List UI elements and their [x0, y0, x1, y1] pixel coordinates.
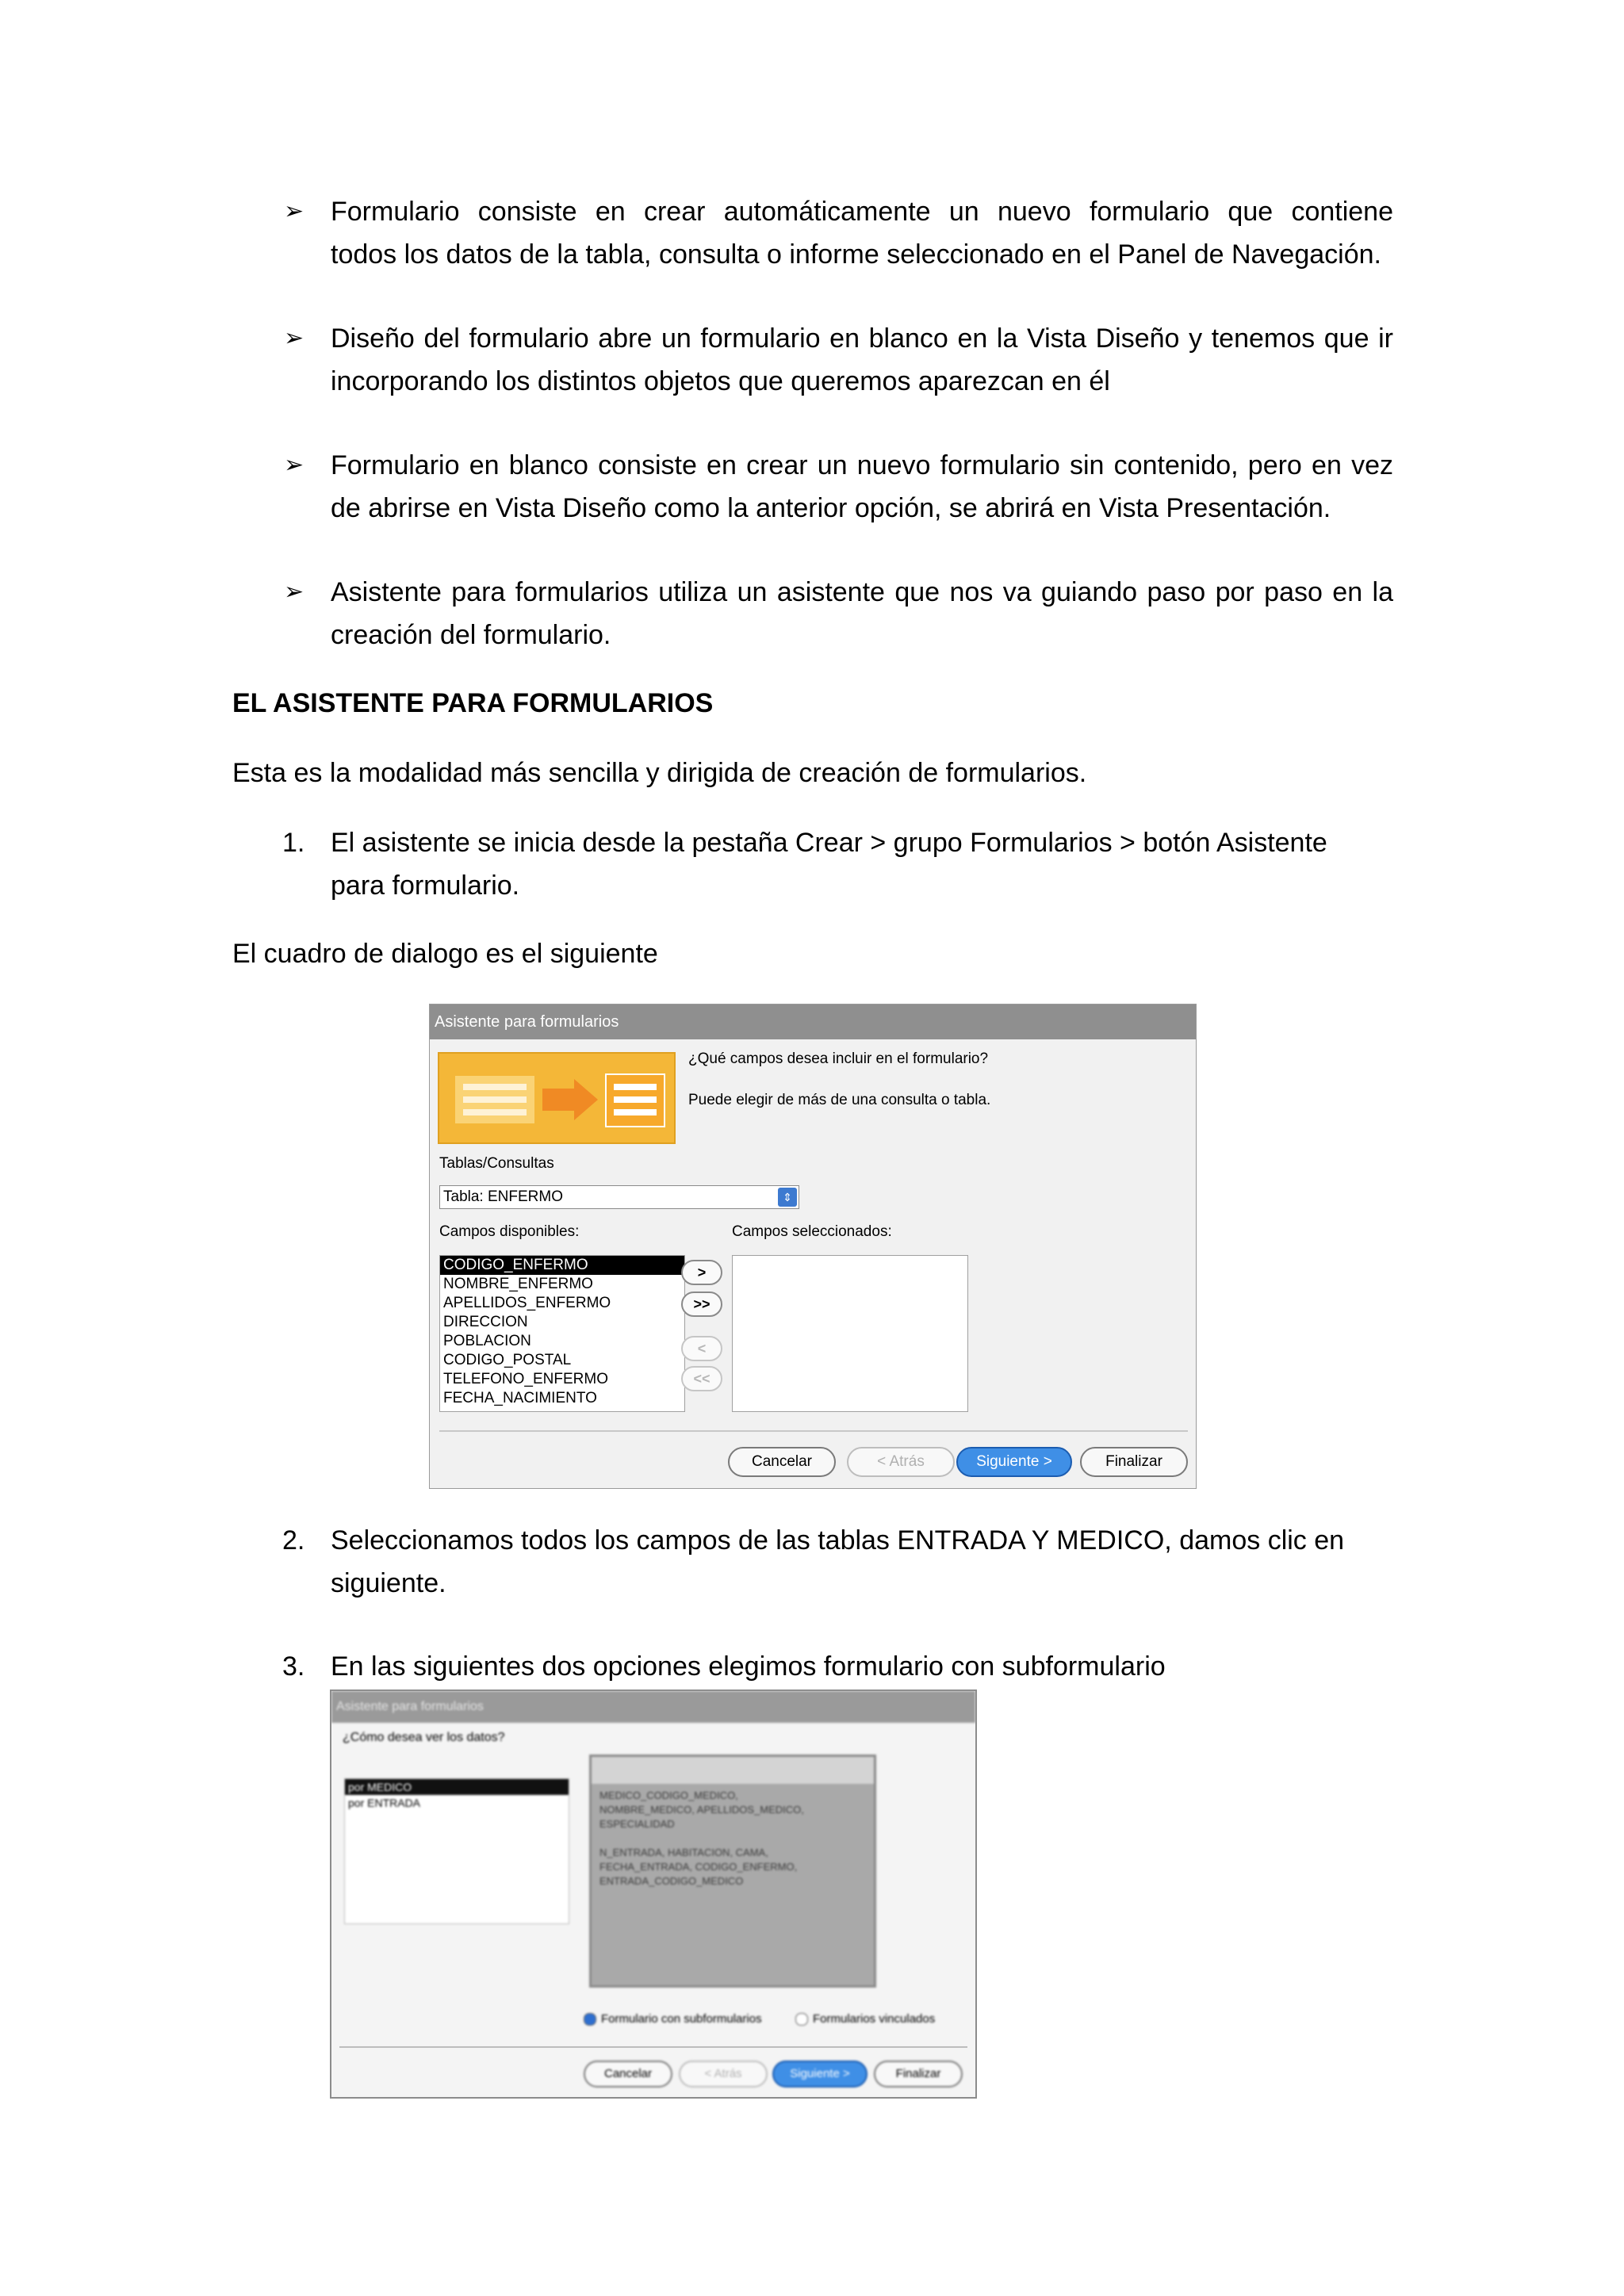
step-line: siguiente.: [331, 1568, 446, 1598]
preview-text: N_ENTRADA, HABITACION, CAMA, FECHA_ENTRADA, CODIGO_ENFERMO, ENTRADA_CODIGO_MEDICO: [599, 1846, 798, 1887]
form-wizard-view-dialog: [330, 1689, 977, 2099]
next-button[interactable]: Siguiente >: [956, 1447, 1072, 1477]
step-number: 3.: [282, 1651, 305, 1682]
wizard-question: ¿Cómo desea ver los datos?: [343, 1731, 505, 1744]
form-wizard-dialog: [429, 1004, 1197, 1489]
bullet-line: de abrirse en Vista Diseño como la anterior opción, se abrirá en Vista Presentación.: [331, 493, 1331, 523]
dialog-title: Asistente para formularios: [430, 1004, 1196, 1039]
remove-all-button[interactable]: <<: [681, 1366, 722, 1391]
selected-fields-list[interactable]: [732, 1255, 968, 1412]
finish-button[interactable]: Finalizar: [1080, 1447, 1188, 1477]
bullet-line: Formulario consiste en crear automáticamente un nuevo formulario que contiene: [331, 197, 1393, 227]
bullet-line: creación del formulario.: [331, 620, 611, 650]
radio-selected-icon: [584, 2013, 596, 2026]
finish-button[interactable]: Finalizar: [874, 2061, 963, 2087]
cancel-button[interactable]: Cancelar: [728, 1447, 836, 1477]
next-button[interactable]: Siguiente >: [772, 2061, 868, 2087]
available-fields-list[interactable]: [439, 1255, 685, 1412]
tables-label: Tablas/Consultas: [439, 1155, 554, 1172]
bullet-line: Asistente para formularios utiliza un asistente que nos va guiando paso por paso en la: [331, 577, 1393, 607]
intro-paragraph: Esta es la modalidad más sencilla y dirigida de creación de formularios.: [232, 758, 1087, 788]
bullet-line: todos los datos de la tabla, consulta o informe seleccionado en el Panel de Navegación.: [331, 239, 1381, 270]
bullet-arrow-icon: ➢: [284, 451, 304, 479]
list-item[interactable]: NOMBRE_ENFERMO: [443, 1276, 593, 1292]
back-button[interactable]: < Atrás: [679, 2061, 768, 2087]
view-options-list[interactable]: [344, 1778, 569, 1924]
list-item[interactable]: DIRECCION: [443, 1314, 528, 1330]
list-item[interactable]: CODIGO_ENFERMO: [440, 1256, 684, 1275]
cancel-button[interactable]: Cancelar: [584, 2061, 672, 2087]
radio-label: Formulario con subformularios: [601, 2012, 762, 2026]
list-item[interactable]: por MEDICO: [345, 1779, 569, 1795]
divider: [439, 1430, 1188, 1432]
list-item[interactable]: FECHA_NACIMIENTO: [443, 1390, 597, 1406]
layout-preview: [589, 1755, 876, 1988]
move-one-button[interactable]: >: [681, 1260, 722, 1285]
wizard-question: ¿Qué campos desea incluir en el formulario?: [688, 1050, 989, 1067]
list-item[interactable]: CODIGO_POSTAL: [443, 1352, 572, 1368]
subform-radio[interactable]: [584, 2012, 762, 2026]
list-item[interactable]: por ENTRADA: [348, 1797, 421, 1809]
step-line: En las siguientes dos opciones elegimos formulario con subformulario: [331, 1651, 1166, 1682]
list-item[interactable]: TELEFONO_ENFERMO: [443, 1371, 608, 1387]
step-line: El asistente se inicia desde la pestaña Crear > grupo Formularios > botón Asistente: [331, 828, 1327, 858]
dropdown-arrow-icon[interactable]: ⇕: [778, 1188, 797, 1207]
tables-combobox-value: Tabla: ENFERMO: [443, 1188, 563, 1205]
step-number: 2.: [282, 1525, 305, 1556]
list-item[interactable]: APELLIDOS_ENFERMO: [443, 1295, 611, 1311]
bullet-line: Formulario en blanco consiste en crear un nuevo formulario sin contenido, pero en vez: [331, 450, 1393, 480]
bullet-arrow-icon: ➢: [284, 197, 304, 225]
bullet-line: incorporando los distintos objetos que queremos aparezcan en él: [331, 366, 1110, 396]
radio-label: Formularios vinculados: [813, 2012, 936, 2026]
available-fields-label: Campos disponibles:: [439, 1223, 580, 1240]
bullet-arrow-icon: ➢: [284, 324, 304, 352]
tables-combobox[interactable]: [439, 1185, 799, 1209]
wizard-illustration: [438, 1052, 676, 1144]
section-heading: EL ASISTENTE PARA FORMULARIOS: [232, 688, 714, 718]
step-line: para formulario.: [331, 871, 520, 901]
list-item[interactable]: POBLACION: [443, 1333, 531, 1349]
move-all-button[interactable]: >>: [681, 1292, 722, 1317]
radio-empty-icon: [795, 2013, 808, 2026]
divider: [339, 2046, 967, 2048]
step-line: Seleccionamos todos los campos de las tablas ENTRADA Y MEDICO, damos clic en: [331, 1525, 1345, 1556]
wizard-hint: Puede elegir de más de una consulta o tabla.: [688, 1092, 991, 1108]
dialog-title: Asistente para formularios: [331, 1691, 975, 1723]
back-button[interactable]: < Atrás: [847, 1447, 955, 1477]
remove-one-button[interactable]: <: [681, 1336, 722, 1361]
dialog-intro: El cuadro de dialogo es el siguiente: [232, 939, 658, 969]
linked-forms-radio[interactable]: [795, 2012, 935, 2026]
bullet-line: Diseño del formulario abre un formulario en blanco en la Vista Diseño y tenemos que ir: [331, 323, 1393, 354]
step-number: 1.: [282, 828, 305, 858]
selected-fields-label: Campos seleccionados:: [732, 1223, 892, 1240]
preview-header: [592, 1757, 874, 1784]
preview-text: MEDICO_CODIGO_MEDICO, NOMBRE_MEDICO, APELLIDOS_MEDICO, ESPECIALIDAD: [599, 1789, 804, 1830]
bullet-arrow-icon: ➢: [284, 578, 304, 606]
